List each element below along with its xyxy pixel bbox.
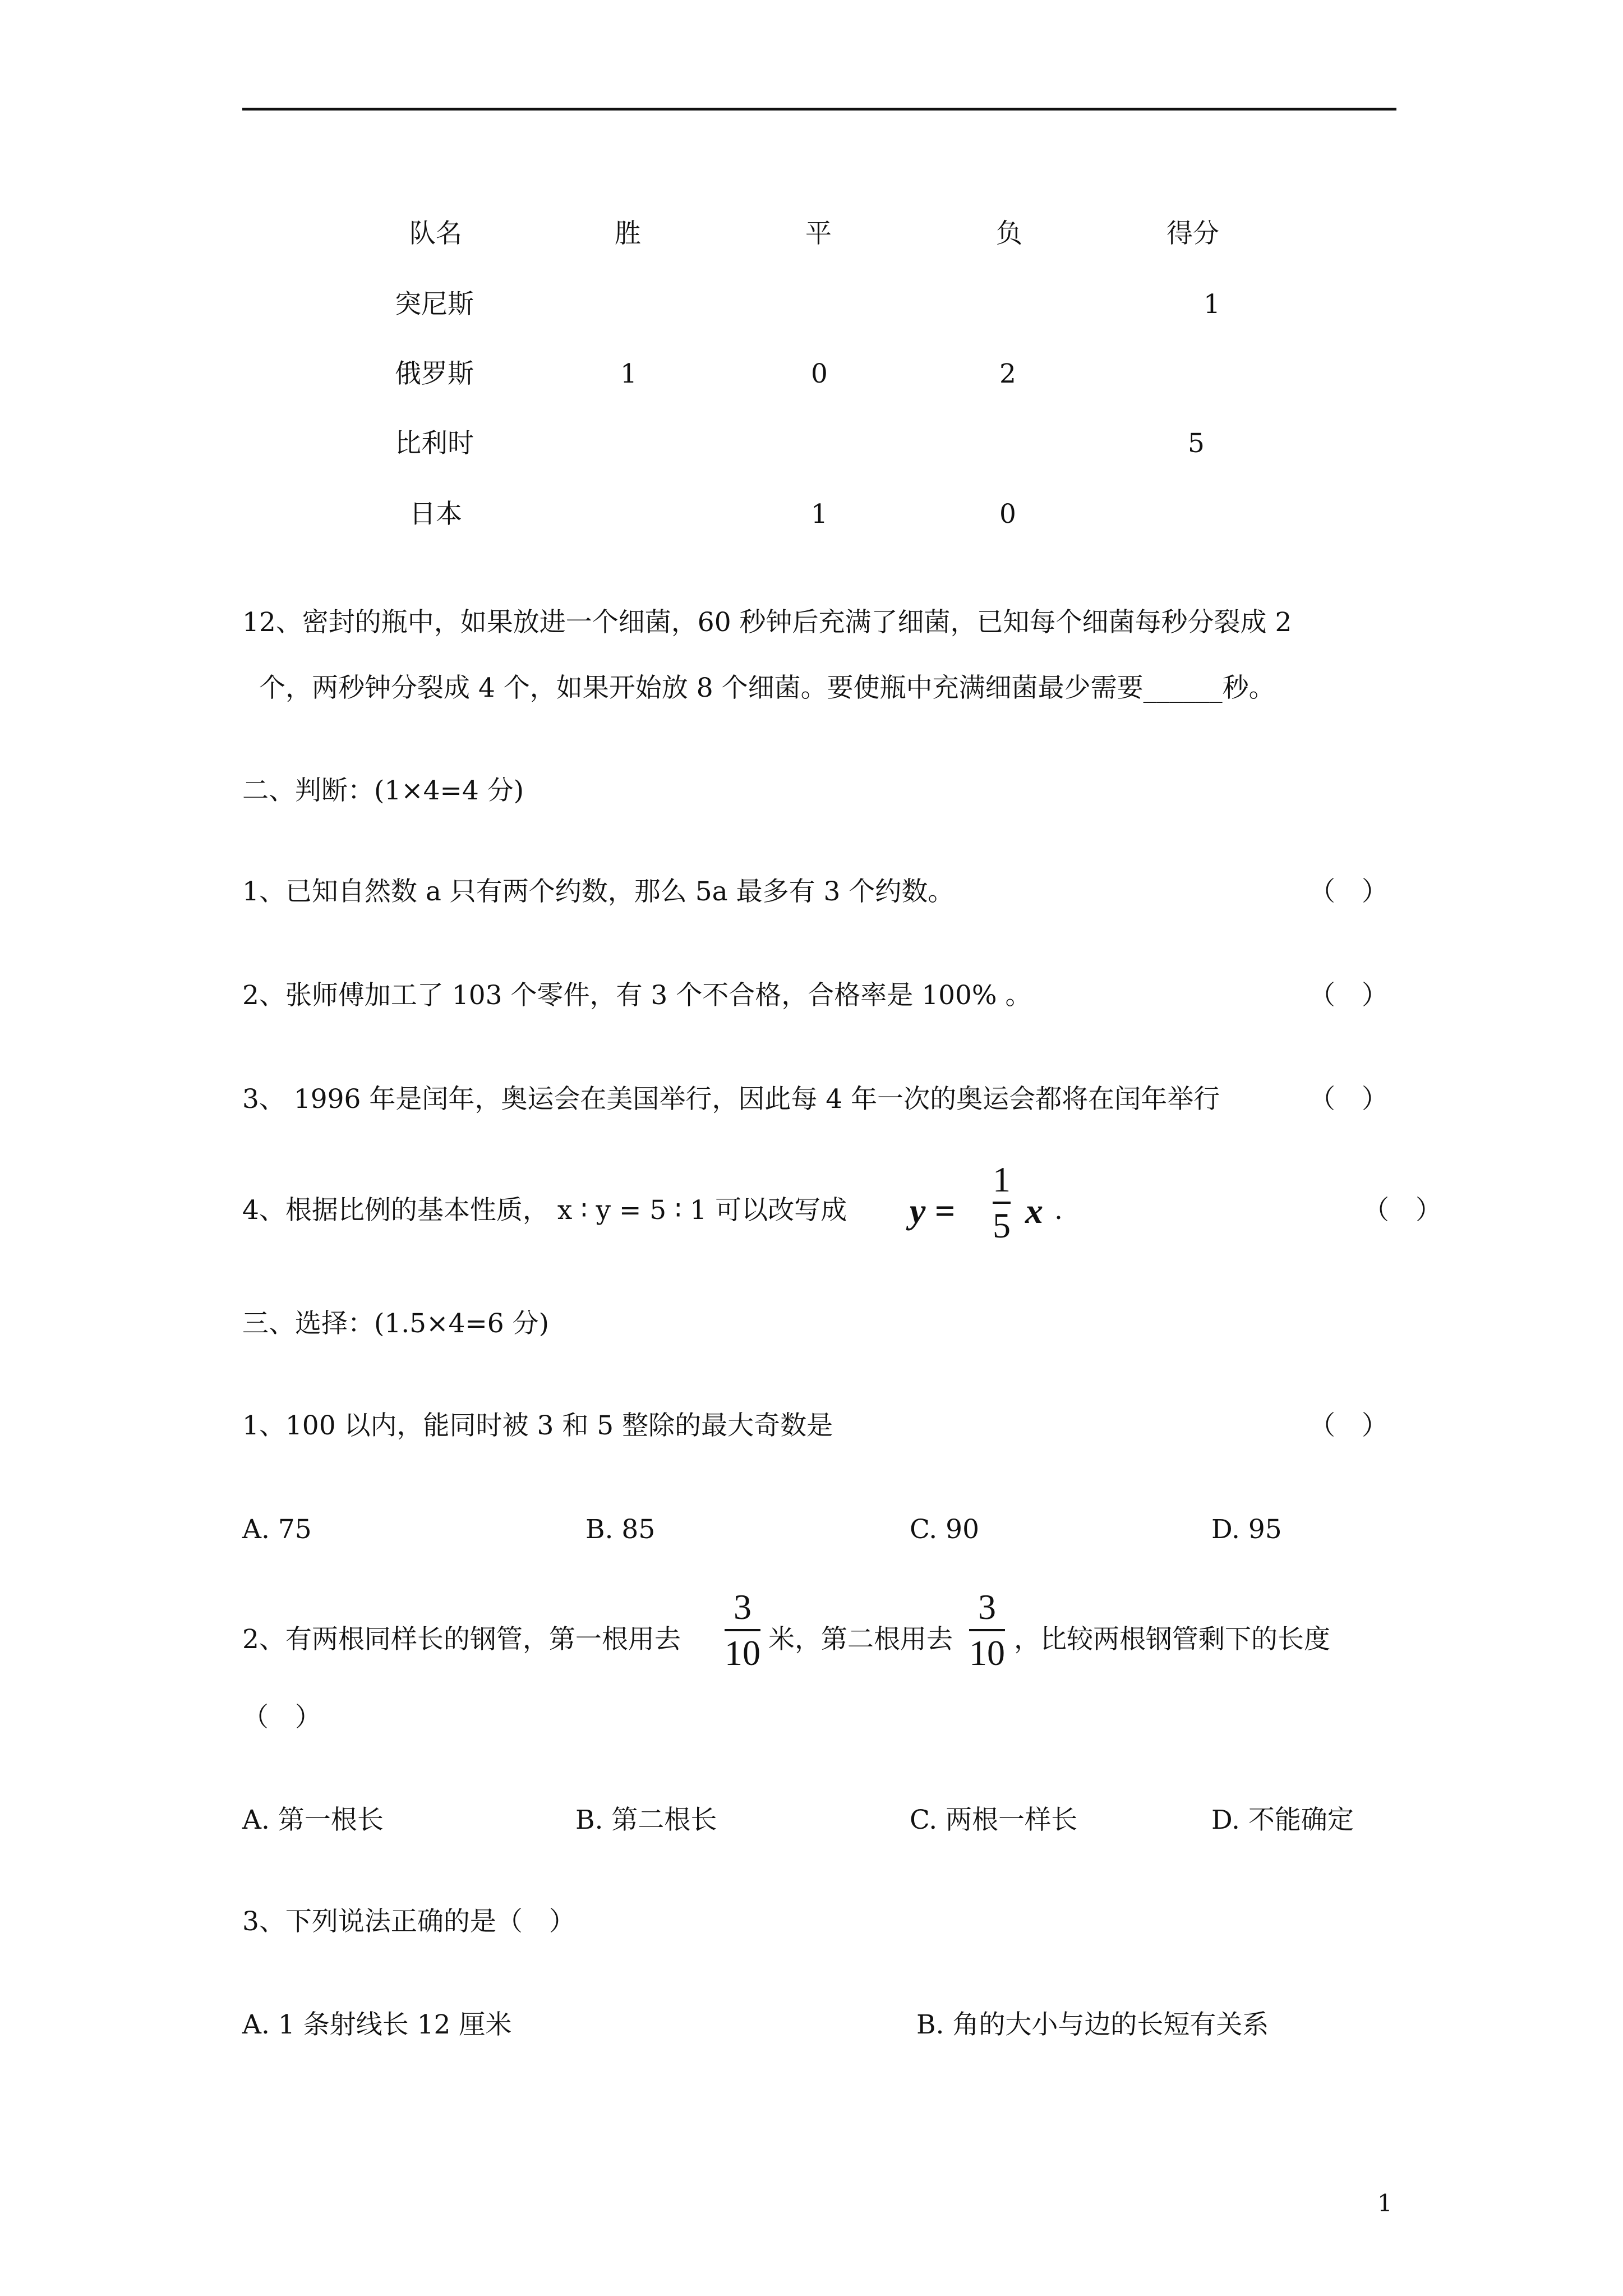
table-cell: 突尼斯	[395, 289, 474, 320]
section3-title: 三、选择：(1.5×4=6 分)	[242, 1308, 549, 1339]
table-header-loss: 负	[996, 218, 1022, 249]
fraction-denominator: 10	[969, 1633, 1005, 1673]
header-rule	[242, 108, 1396, 111]
table-cell: 2	[999, 358, 1016, 389]
option-c: C. 两根一样长	[910, 1805, 1078, 1835]
table-cell: 俄罗斯	[395, 358, 474, 389]
table-header-score: 得分	[1166, 218, 1219, 249]
answer-paren: （ ）	[1363, 1195, 1442, 1226]
option-d: D. 不能确定	[1211, 1805, 1354, 1835]
q12-line1: 12、密封的瓶中，如果放进一个细菌，60 秒钟后充满了细菌，已知每个细菌每秒分裂成 2	[242, 607, 1292, 638]
fraction-bar	[969, 1629, 1005, 1631]
option-c: C. 90	[910, 1514, 979, 1545]
fraction-three-tenths	[969, 1588, 1005, 1673]
option-d: D. 95	[1211, 1514, 1282, 1545]
table-cell: 比利时	[395, 428, 474, 459]
judge-item-3: 3、 1996 年是闰年，奥运会在美国举行，因此每 4 年一次的奥运会都将在闰年举行	[242, 1084, 1220, 1115]
answer-paren: （ ）	[1309, 1410, 1388, 1441]
math-rhs: x	[1025, 1191, 1043, 1231]
choice-q2-post: ，比较两根钢管剩下的长度	[1014, 1624, 1330, 1655]
judge-item-2: 2、张师傅加工了 103 个零件，有 3 个不合格，合格率是 100% 。	[242, 980, 1032, 1011]
table-cell: 1	[620, 358, 637, 389]
math-lhs: y =	[910, 1191, 955, 1231]
answer-paren: （ ）	[242, 1702, 321, 1733]
table-header-win: 胜	[615, 218, 641, 249]
fraction-numerator: 3	[978, 1587, 996, 1627]
table-cell: 0	[999, 499, 1016, 530]
fraction-one-fifth	[993, 1160, 1011, 1245]
option-a: A. 75	[242, 1514, 312, 1545]
judge-item-4: 4、根据比例的基本性质， x ∶ y = 5 ∶ 1 可以改写成	[242, 1195, 847, 1226]
choice-q1: 1、100 以内，能同时被 3 和 5 整除的最大奇数是	[242, 1410, 833, 1441]
fraction-denominator: 10	[725, 1633, 760, 1673]
choice-q2-mid: 米，第二根用去	[768, 1624, 953, 1655]
option-b: B. 角的大小与边的长短有关系	[916, 2009, 1269, 2040]
table-cell: 日本	[409, 499, 462, 530]
table-cell: 1	[1204, 289, 1220, 320]
table-cell: 1	[811, 499, 828, 530]
answer-paren: （ ）	[1309, 876, 1388, 907]
fraction-bar	[725, 1629, 760, 1631]
answer-paren: （ ）	[1309, 980, 1388, 1011]
option-b: B. 第二根长	[575, 1805, 717, 1835]
table-header-draw: 平	[805, 218, 832, 249]
choice-q3: 3、下列说法正确的是（ ）	[242, 1906, 575, 1937]
table-cell: 5	[1188, 428, 1205, 459]
answer-paren: （ ）	[1309, 1084, 1388, 1115]
option-b: B. 85	[585, 1514, 656, 1545]
fraction-bar	[993, 1202, 1011, 1204]
fraction-denominator: 5	[993, 1205, 1011, 1245]
option-a: A. 第一根长	[242, 1805, 384, 1835]
period: .	[1054, 1195, 1063, 1226]
table-cell: 0	[811, 358, 828, 389]
fraction-numerator: 3	[734, 1587, 751, 1627]
table-header-team: 队名	[409, 218, 462, 249]
fraction-numerator: 1	[993, 1159, 1011, 1199]
option-a: A. 1 条射线长 12 厘米	[242, 2009, 512, 2040]
section2-title: 二、判断：(1×4=4 分)	[242, 775, 524, 806]
fraction-three-tenths	[725, 1588, 760, 1673]
q12-line2: 个，两秒钟分裂成 4 个，如果开始放 8 个细菌。要使瓶中充满细菌最少需要______秒。	[259, 673, 1275, 703]
choice-q2-pre: 2、有两根同样长的钢管，第一根用去	[242, 1624, 681, 1655]
page-number: 1	[1377, 2189, 1393, 2217]
judge-item-1: 1、已知自然数 a 只有两个约数，那么 5a 最多有 3 个约数。	[242, 876, 955, 907]
